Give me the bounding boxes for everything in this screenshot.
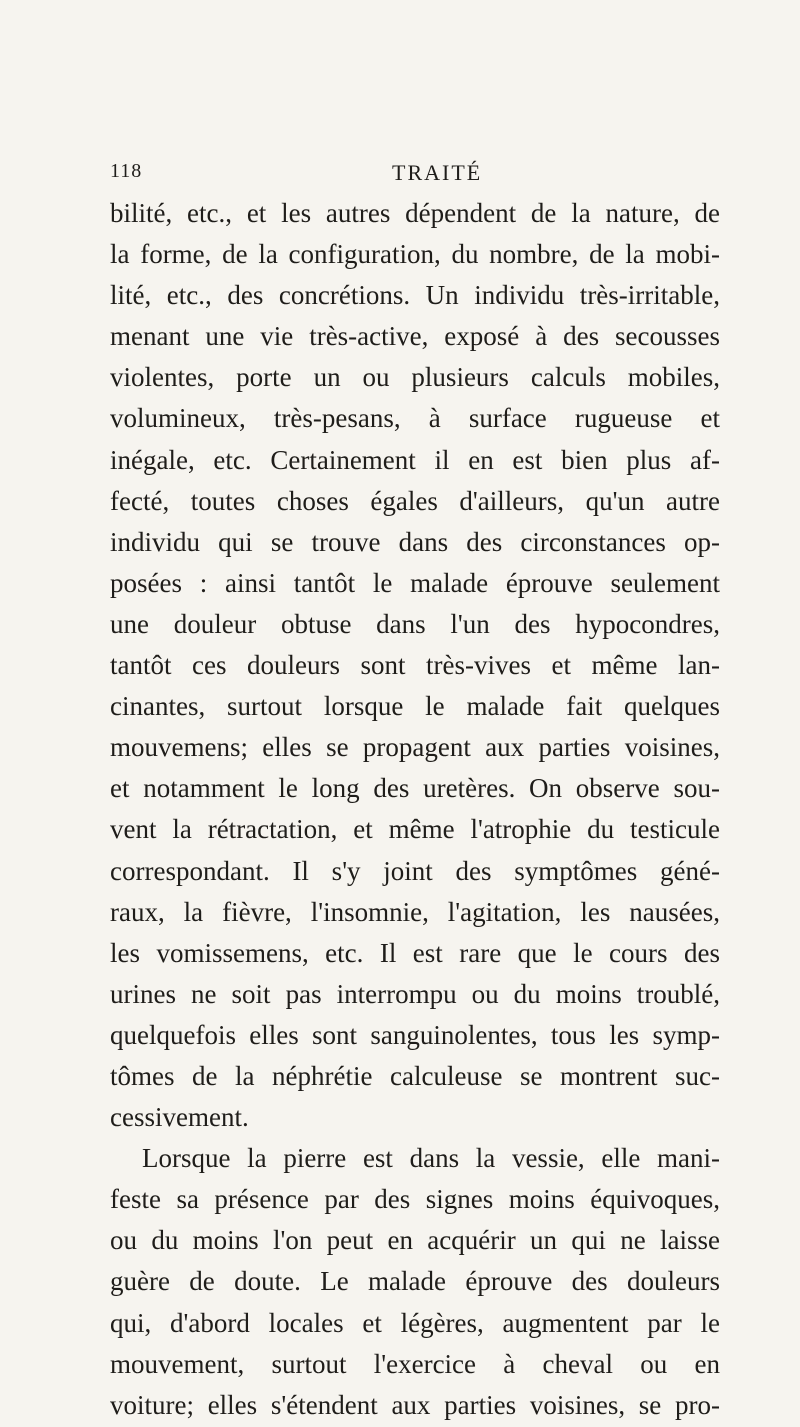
page-number: 118 [110,160,143,182]
text-line: feste sa présence par des signes moins équivoques, [110,1184,720,1215]
text-line: la forme, de la configuration, du nombre, de la mobi- [110,239,720,270]
text-line: individu qui se trouve dans des circonstances op- [110,526,720,557]
text-line: tantôt ces douleurs sont très-vives et même lan- [110,650,720,681]
text-line: volumineux, très-pesans, à surface rugueuse et [110,403,720,434]
text-line: posées : ainsi tantôt le malade éprouve seulement [110,567,720,598]
running-title: TRAITÉ [392,160,483,185]
text-line: bilité, etc., et les autres dépendent de la nature, de [110,198,720,228]
text-line: guère de doute. Le malade éprouve des douleurs [110,1266,720,1297]
text-line: vent la rétractation, et même l'atrophie du testicule [110,814,720,845]
text-line: qui, d'abord locales et légères, augmentent par le [110,1307,720,1338]
text-line: ou du moins l'on peut en acquérir un qui ne laisse [110,1225,720,1256]
text-line: fecté, toutes choses égales d'ailleurs, qu'un autre [110,485,720,516]
body-text [110,193,720,1426]
text-line: voiture; elles s'étendent aux parties voisines, se pro- [110,1389,720,1420]
paragraph-start-line: Lorsque la pierre est dans la vessie, elle mani- [142,1143,720,1174]
text-line: lité, etc., des concrétions. Un individu très-irritable, [110,280,720,311]
text-line: mouvemens; elles se propagent aux parties voisines, [110,732,720,763]
running-head [110,160,710,190]
text-line: inégale, etc. Certainement il en est bien plus af- [110,444,720,475]
text-line: correspondant. Il s'y joint des symptômes géné- [110,855,720,886]
text-line: raux, la fièvre, l'insomnie, l'agitation, les nausées, [110,896,720,927]
text-line: une douleur obtuse dans l'un des hypocondres, [110,608,720,639]
text-line: quelquefois elles sont sanguinolentes, tous les symp- [110,1019,720,1050]
text-line: les vomissemens, etc. Il est rare que le cours des [110,937,720,968]
text-line: violentes, porte un ou plusieurs calculs mobiles, [110,362,720,393]
text-line: et notamment le long des uretères. On observe sou- [110,773,720,804]
text-line: urines ne soit pas interrompu ou du moins troublé, [110,978,720,1009]
text-line: menant une vie très-active, exposé à des secousses [110,321,720,352]
text-line: tômes de la néphrétie calculeuse se montrent suc- [110,1060,720,1091]
paragraph-end-line: cessivement. [110,1102,249,1133]
text-line: mouvement, surtout l'exercice à cheval ou en [110,1348,720,1379]
text-line: cinantes, surtout lorsque le malade fait quelques [110,691,720,722]
